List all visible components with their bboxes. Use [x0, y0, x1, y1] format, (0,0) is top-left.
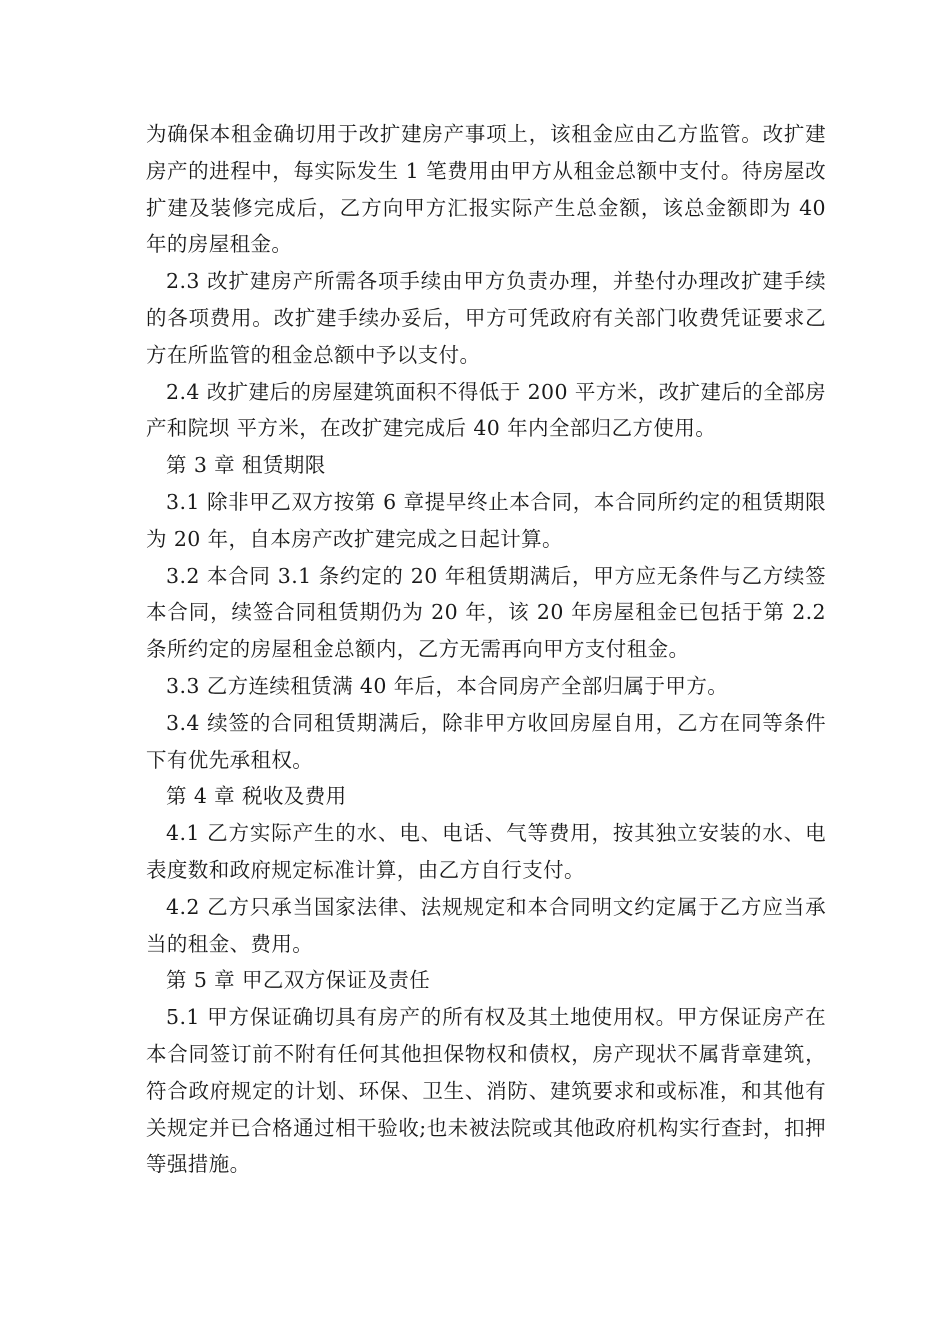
document-body	[146, 116, 826, 1183]
clause-2-4: 2.4 改扩建后的房屋建筑面积不得低于 200 平方米，改扩建后的全部房产和院坝 平方米，在改扩建完成后 40 年内全部归乙方使用。	[146, 379, 826, 441]
clause-3-1: 3.1 除非甲乙双方按第 6 章提早终止本合同，本合同所约定的租赁期限为 20 年，自本房产改扩建完成之日起计算。	[146, 489, 826, 551]
clause-4-1: 4.1 乙方实际产生的水、电、电话、气等费用，按其独立安装的水、电表度数和政府规定标准计算，由乙方自行支付。	[146, 821, 826, 882]
clause-3-2: 3.2 本合同 3.1 条约定的 20 年租赁期满后，甲方应无条件与乙方续签本合同，续签合同租赁期仍为 20 年，该 20 年房屋租金已包括于第 2.2 条所约定的房屋租金总额内，乙方无需再向甲方支付租金。	[146, 563, 826, 662]
paragraph-rent-supervision: 为确保本租金确切用于改扩建房产事项上，该租金应由乙方监管。改扩建房产的进程中，每实际发生 1 笔费用由甲方从租金总额中支付。待房屋改扩建及装修完成后，乙方向甲方汇报实际产生总金额，该总金额即为 40 年的房屋租金。	[146, 122, 826, 257]
chapter-5-heading: 第 5 章 甲乙双方保证及责任	[166, 968, 431, 993]
chapter-4-heading: 第 4 章 税收及费用	[166, 784, 347, 809]
clause-4-2: 4.2 乙方只承当国家法律、法规规定和本合同明文约定属于乙方应当承当的租金、费用。	[146, 894, 826, 956]
chapter-3-heading: 第 3 章 租赁期限	[166, 453, 326, 478]
clause-5-1: 5.1 甲方保证确切具有房产的所有权及其土地使用权。甲方保证房产在本合同签订前不附有任何其他担保物权和债权，房产现状不属背章建筑，符合政府规定的计划、环保、卫生、消防、建筑要求和或标准，和其他有关规定并已合格通过相干验收;也未被法院或其他政府机构实行查封，扣押等强措施。	[146, 1005, 826, 1177]
clause-2-3: 2.3 改扩建房产所需各项手续由甲方负责办理，并垫付办理改扩建手续的各项费用。改扩建手续办妥后，甲方可凭政府有关部门收费凭证要求乙方在所监管的租金总额中予以支付。	[146, 269, 826, 367]
clause-3-3: 3.3 乙方连续租赁满 40 年后，本合同房产全部归属于甲方。	[166, 673, 729, 698]
clause-3-4: 3.4 续签的合同租赁期满后，除非甲方收回房屋自用，乙方在同等条件下有优先承租权。	[146, 710, 826, 772]
